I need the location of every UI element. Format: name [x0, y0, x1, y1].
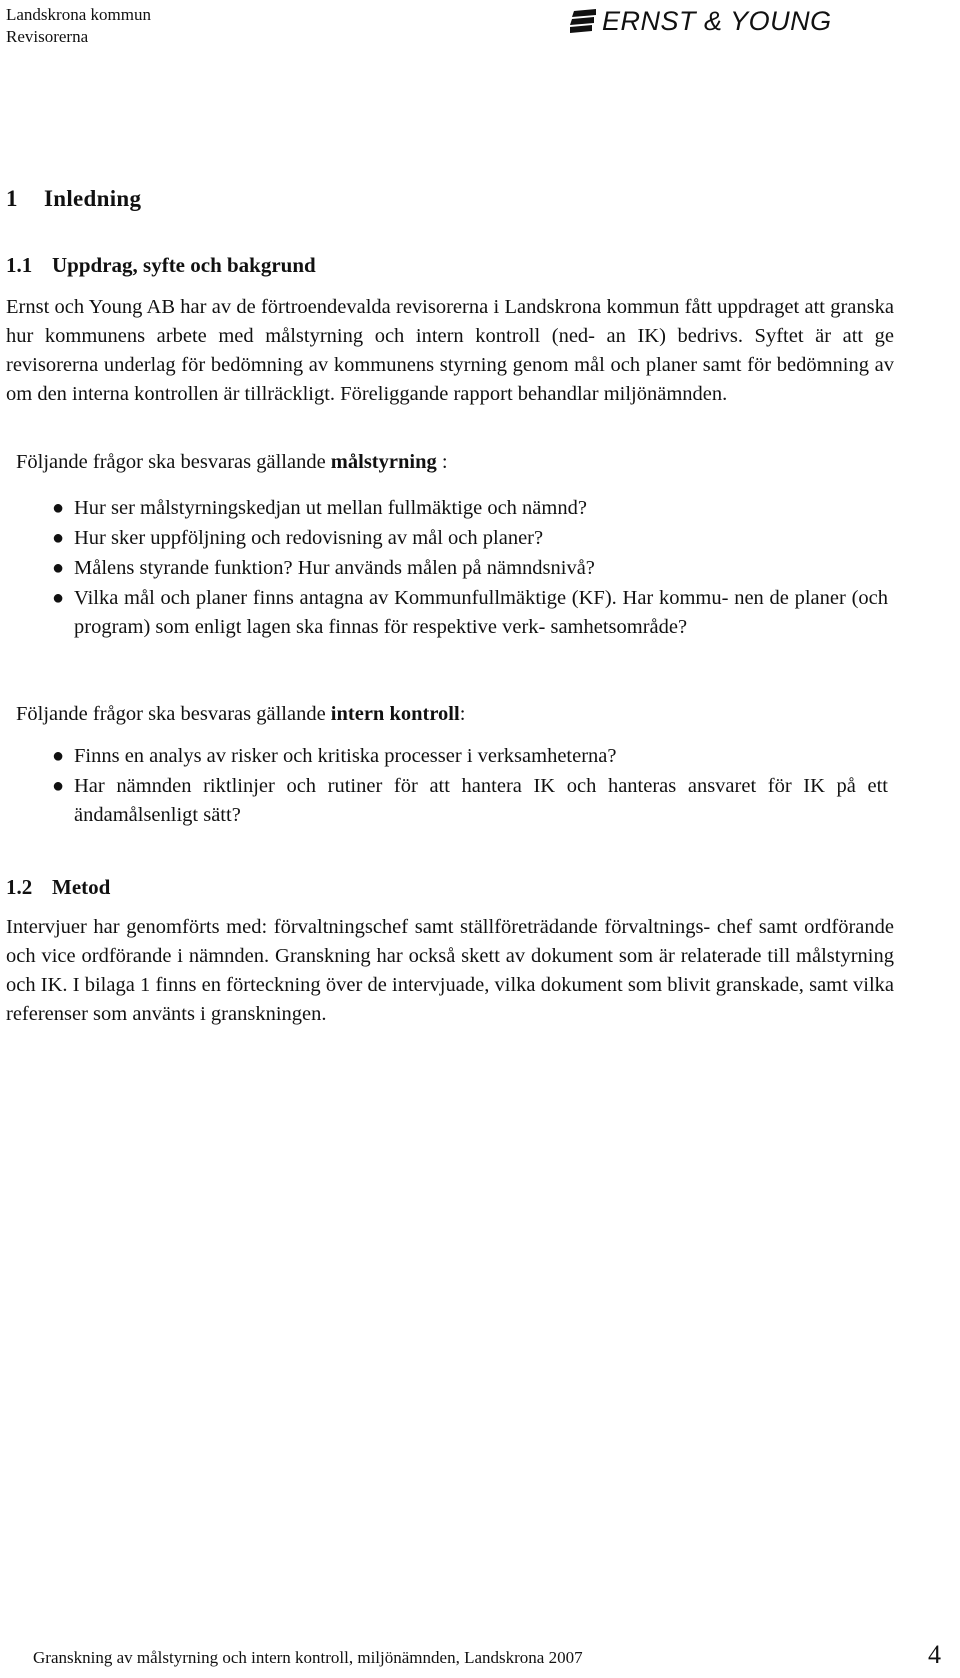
- page-header: [6, 4, 151, 48]
- header-org: Landskrona kommun: [6, 5, 151, 24]
- page-number: 4: [928, 1640, 941, 1669]
- list-item: [16, 584, 888, 642]
- list-item: [16, 554, 888, 583]
- list-item-text: Hur ser målstyrningskedjan ut mellan fullmäktige och nämnd?: [74, 497, 587, 519]
- logo-word-2: YOUNG: [730, 6, 832, 36]
- section-heading-1-2: [6, 875, 110, 900]
- list-item-text: Finns en analys av risker och kritiska processer i verksamheterna?: [74, 745, 617, 767]
- chapter-number: 1: [6, 186, 18, 211]
- section-title: Metod: [52, 875, 111, 899]
- section-number: 1.2: [6, 875, 33, 899]
- bullet-icon: ●: [52, 497, 65, 519]
- lead-topic: intern kontroll: [330, 703, 460, 725]
- bullet-icon: ●: [52, 587, 65, 609]
- section-1-2-body: Intervjuer har genomförts med: förvaltningschef samt ställföreträdande förvaltnings- chef samt ordförande och vice ordförande i nämnden. Granskning har också skett av dokument som är relaterade till målstyrning och IK. I bilaga 1 finns en förteckning över de intervjuade, vilka dokument som blivit granskade, samt vilka referenser som använts i granskningen.: [6, 916, 894, 1025]
- questions-intro-intern-kontroll: [16, 700, 465, 729]
- list-item: [16, 524, 888, 553]
- bullet-icon: ●: [52, 775, 65, 797]
- questions-list-malstyrning: [16, 494, 888, 643]
- lead-text: Följande frågor ska besvaras gällande: [16, 703, 331, 725]
- questions-list-intern-kontroll: [16, 742, 888, 831]
- list-item-text: Vilka mål och planer finns antagna av Kommunfullmäktige (KF). Har kommu- nen de planer (och program) som enligt lagen ska finnas för respektive verk- samhetsområde?: [74, 587, 888, 638]
- bullet-icon: ●: [52, 745, 65, 767]
- chapter-title: Inledning: [44, 186, 142, 211]
- section-title: Uppdrag, syfte och bakgrund: [52, 253, 316, 277]
- list-item: [16, 772, 888, 830]
- bullet-icon: ●: [52, 527, 65, 549]
- logo-ampersand: &: [704, 6, 723, 36]
- list-item: [16, 494, 888, 523]
- list-item: [16, 742, 888, 771]
- ey-logo-mark-icon: [570, 9, 596, 35]
- bullet-icon: ●: [52, 557, 65, 579]
- lead-topic: målstyrning: [330, 451, 437, 473]
- section-1-1-body: Ernst och Young AB har av de förtroendevalda revisorerna i Landskrona kommun fått uppdraget att granska hur kommunens arbete med målstyrning och intern kontroll (ned- an IK) bedrivs. Syftet är att ge revisorerna underlag för bedömning av kommunens styrning genom mål och planer samt för bedömning av om den interna kontrollen är tillräckligt. Föreliggande rapport behandlar miljönämnden.: [6, 296, 894, 405]
- list-item-text: Hur sker uppföljning och redovisning av mål och planer?: [74, 527, 544, 549]
- lead-text: Följande frågor ska besvaras gällande: [16, 451, 331, 473]
- logo-wordmark: [602, 6, 832, 37]
- section-heading-1-1: [6, 253, 316, 278]
- logo-word-1: ERNST: [602, 6, 697, 36]
- lead-suffix: :: [436, 451, 448, 473]
- page-footer: Granskning av målstyrning och intern kontroll, miljönämnden, Landskrona 2007: [33, 1648, 583, 1667]
- questions-intro-malstyrning: [16, 448, 448, 477]
- list-item-text: Målens styrande funktion? Hur används målen på nämndsnivå?: [74, 557, 595, 579]
- header-dept: Revisorerna: [6, 27, 89, 46]
- list-item-text: Har nämnden riktlinjer och rutiner för att hantera IK och hanteras ansvaret för IK på ett ändamålsenligt sätt?: [74, 775, 888, 826]
- section-number: 1.1: [6, 253, 33, 277]
- lead-suffix: :: [459, 703, 466, 725]
- ernst-young-logo: [570, 6, 832, 37]
- chapter-heading: [6, 186, 141, 212]
